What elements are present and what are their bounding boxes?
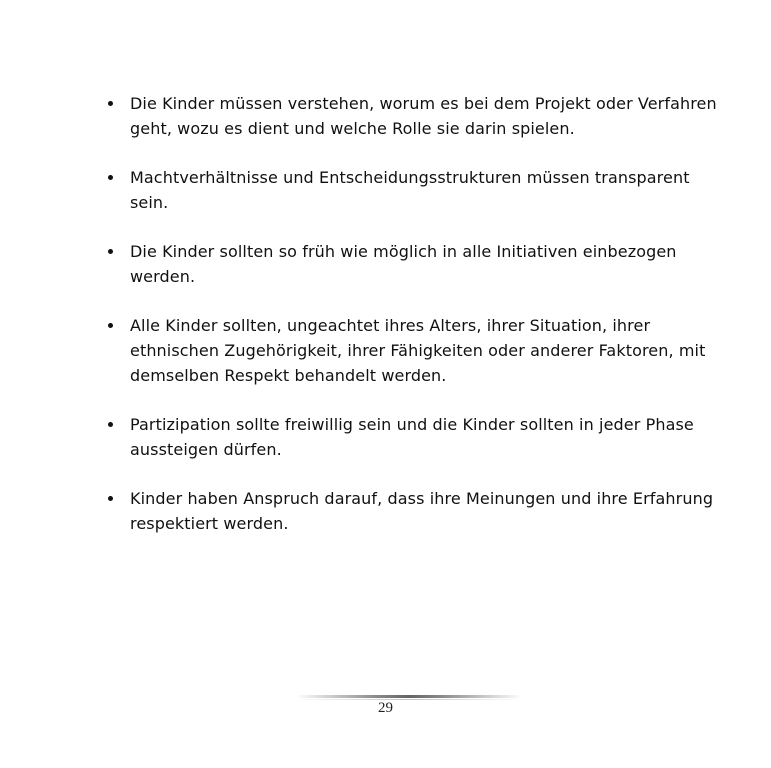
list-item: [108, 412, 728, 462]
list-item: [108, 165, 728, 215]
list-item-text: Die Kinder sollten so früh wie möglich in alle Initiativen einbezogen werden.: [130, 242, 677, 286]
bullet-icon: [108, 496, 113, 501]
list-item-text: Die Kinder müssen verstehen, worum es bei dem Projekt oder Verfahren geht, wozu es dient und welche Rolle sie darin spielen.: [130, 94, 717, 138]
list-item-text: Kinder haben Anspruch darauf, dass ihre Meinungen und ihre Erfahrung respektiert werden.: [130, 489, 714, 533]
list-item: [108, 313, 728, 388]
list-item-text: Machtverhältnisse und Entscheidungsstrukturen müssen transparent sein.: [130, 168, 690, 212]
bullet-icon: [108, 175, 113, 180]
list-item: [108, 486, 728, 536]
bullet-icon: [108, 101, 113, 106]
page-number: 29: [378, 700, 393, 716]
footer-divider: [296, 695, 522, 698]
bullet-icon: [108, 422, 113, 427]
bullet-icon: [108, 249, 113, 254]
principles-list: [108, 91, 728, 560]
list-item-text: Alle Kinder sollten, ungeachtet ihres Alters, ihrer Situation, ihrer ethnischen Zugehörigkeit, ihrer Fähigkeiten oder anderer Faktoren, mit demselben Respekt behandelt werden.: [130, 316, 706, 385]
list-item: [108, 239, 728, 289]
list-item-text: Partizipation sollte freiwillig sein und die Kinder sollten in jeder Phase aussteigen dürfen.: [130, 415, 694, 459]
list-item: [108, 91, 728, 141]
bullet-icon: [108, 323, 113, 328]
